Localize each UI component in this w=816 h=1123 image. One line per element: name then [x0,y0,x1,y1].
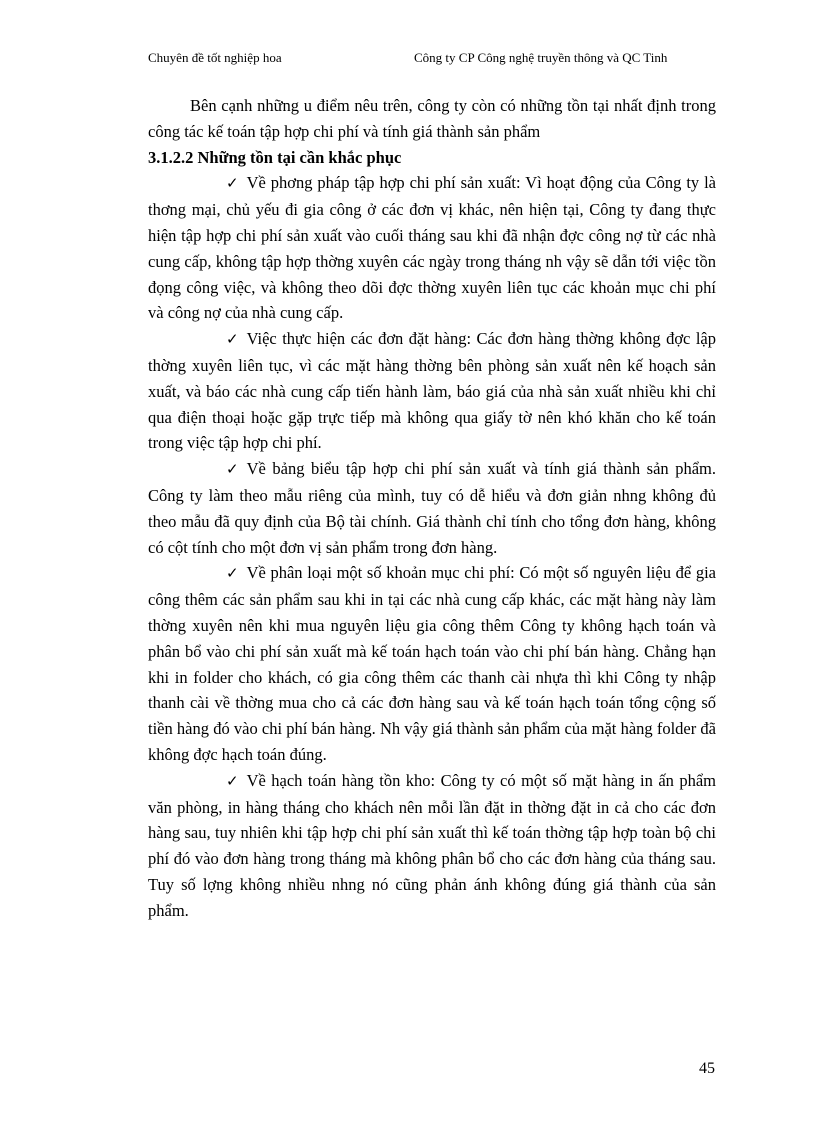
bullet-text: Về phơng pháp tập hợp chi phí sản xuất: Vì hoạt động của Công ty là thơng mại, chủ yếu đi gia công ở các đơn vị khác, nên hiện tại, Công ty đang thực hiện tập hợp chi phí sản xuất vào cuối tháng sau khi đã nhận đợc công nợ từ các nhà cung cấp, không tập hợp thờng xuyên các ngày trong tháng nh vậy sẽ dẫn tới việc tồn đọng công việc, và không theo dõi đợc thờng xuyên liên tục các khoản mục chi phí và công nợ của nhà cung cấp. [148,173,716,323]
page-header [148,50,716,90]
bullet-text: Về phân loại một số khoản mục chi phí: Có một số nguyên liệu để gia công thêm các sản phẩm sau khi in tại các nhà cung cấp khác, các mặt hàng này làm thờng xuyên nên khi mua nguyên liệu gia công thêm Công ty không hạch toán và phân bổ vào chi phí sản xuất mà kế toán hạch toán vào chi phí bán hàng. Chẳng hạn khi in folder cho khách, có gia công thêm các thanh cài nhựa thì khi Công ty nhập thanh cài về thờng mua cho cả các đơn hàng sau và kế toán hạch toán tổng cộng số tiền hàng đó vào chi phí bán hàng. Nh vậy giá thành sản phẩm của mặt hàng folder đã không đợc hạch toán đúng. [148,563,716,764]
bullet-text: Về hạch toán hàng tồn kho: Công ty có một số mặt hàng in ấn phẩm văn phòng, in hàng tháng cho khách nên mỗi lần đặt in thờng đặt in cả cho các đơn hàng sau, tuy nhiên khi tập hợp chi phí sản xuất thì kế toán thờng tập hợp toàn bộ chi phí đó vào đơn hàng trong tháng mà không phân bổ cho các đơn hàng của tháng sau. Tuy số lợng không nhiều nhng nó cũng phản ánh không đúng giá thành của sản phẩm. [148,770,716,920]
page-number: 45 [699,1060,715,1077]
header-left-text: Chuyên đề tốt nghiệp hoa [148,50,282,65]
checkmark-icon: ✓ [226,564,239,583]
intro-paragraph: Bên cạnh những u điểm nêu trên, công ty còn có những tồn tại nhất định trong công tác kế toán tập hợp chi phí và tính giá thành sản phẩm [148,96,716,141]
bullet-text: Việc thực hiện các đơn đặt hàng: Các đơn hàng thờng không đợc lập thờng xuyên liên tục, vì các mặt hàng thờng bên phòng sản xuất nên kế hoạch sản xuất, và báo các nhà cung cấp tiến hành làm, báo giá của nhà sản xuất nhiều khi chỉ qua điện thoại hoặc gặp trực tiếp mà không qua giấy tờ nên khó khăn cho kế toán trong việc tập hợp chi phí. [148,329,716,453]
document-body [148,93,716,924]
bullet-paragraph-tables [148,456,716,560]
section-heading: 3.1.2.2 Những tồn tại cần khắc phục [148,147,402,167]
bullet-text: Về bảng biểu tập hợp chi phí sản xuất và tính giá thành sản phẩm. Công ty làm theo mẫu riêng của mình, tuy có dễ hiểu và đơn giản nhng không đủ theo mẫu đã quy định của Bộ tài chính. Giá thành chỉ tính cho tổng đơn hàng, không có cột tính cho một đơn vị sản phẩm trong đơn hàng. [148,459,716,557]
checkmark-icon: ✓ [226,460,239,479]
bullet-paragraph-inventory [148,768,716,924]
bullet-paragraph-orders [148,326,716,456]
checkmark-icon: ✓ [226,330,239,349]
bullet-paragraph-method [148,170,716,326]
bullet-paragraph-classification [148,560,716,767]
checkmark-icon: ✓ [226,174,239,193]
checkmark-icon: ✓ [226,771,239,790]
header-right-text: Công ty CP Công nghệ truyền thông và QC Tinh [414,50,668,65]
